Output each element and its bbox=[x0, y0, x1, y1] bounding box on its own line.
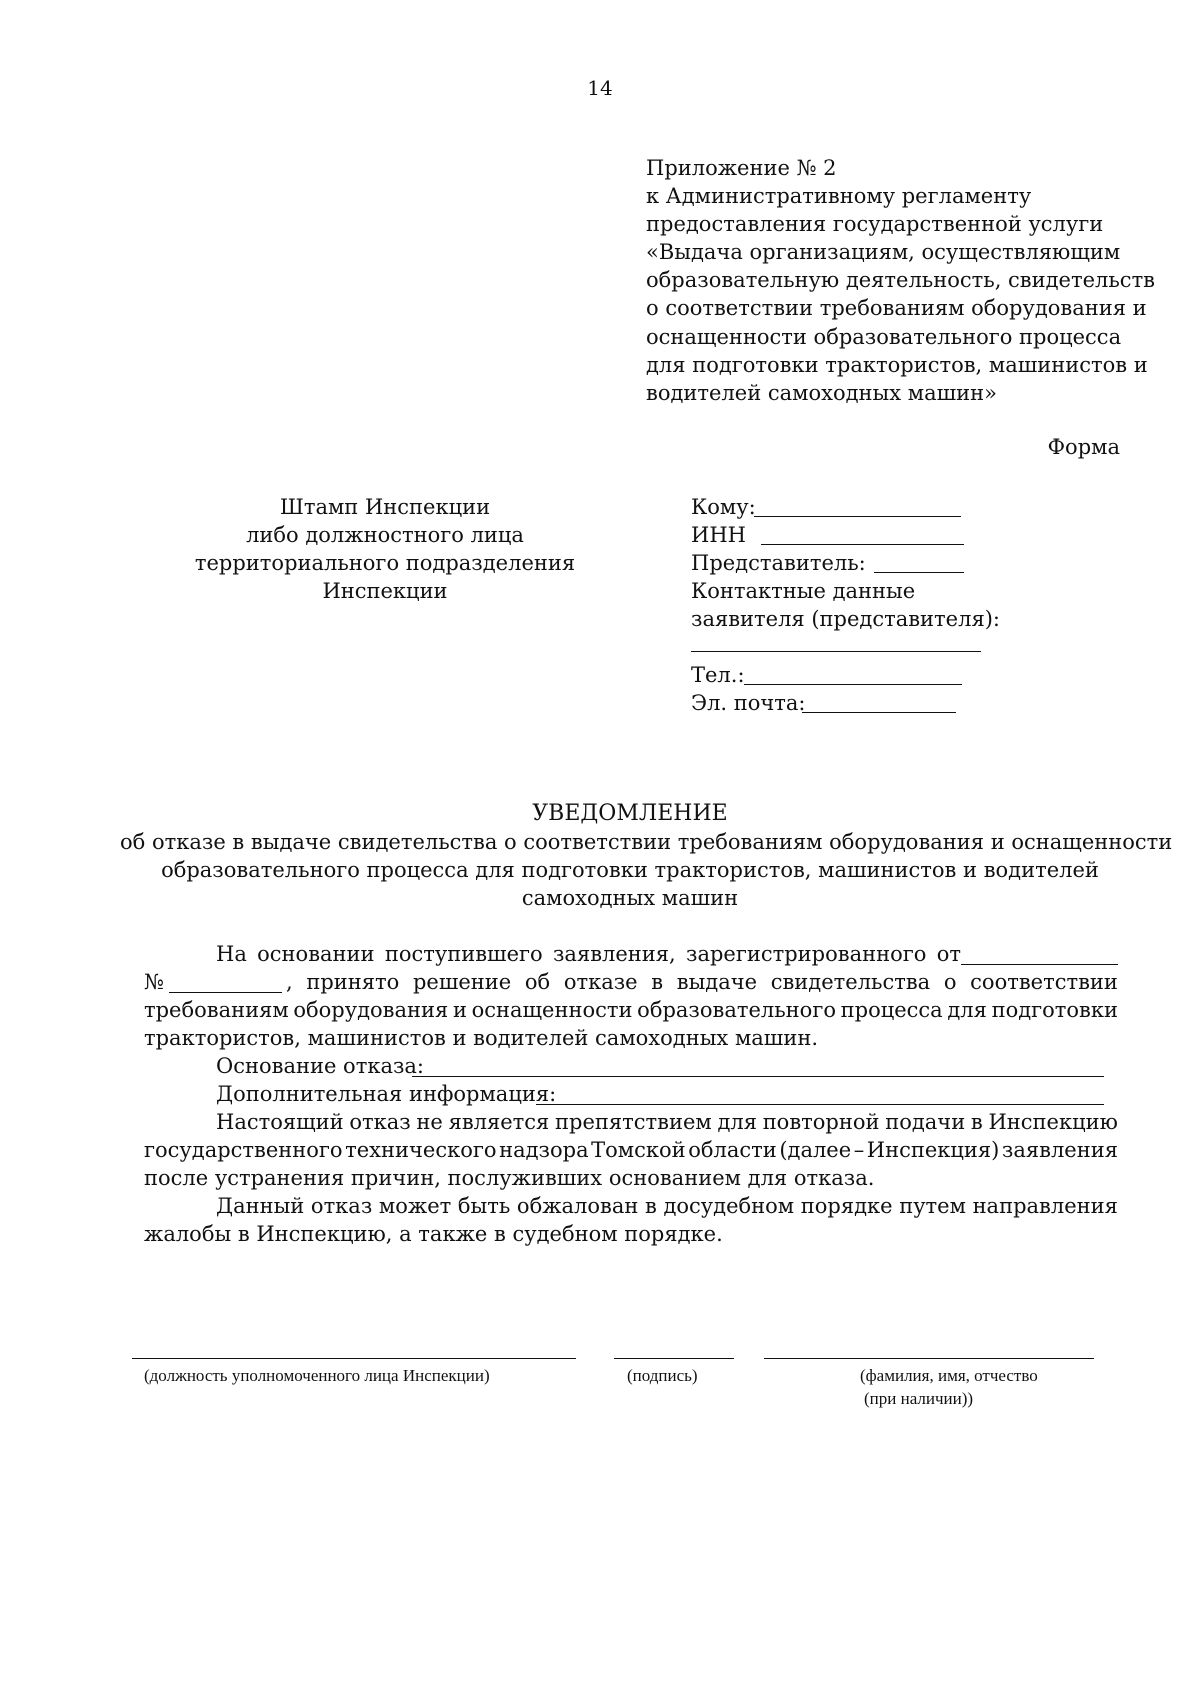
word: о bbox=[943, 970, 957, 994]
body-line-text bbox=[286, 968, 1118, 996]
recipient-block bbox=[691, 493, 1000, 717]
word: Инспекцию bbox=[988, 1110, 1118, 1134]
recipient-representative-field[interactable] bbox=[874, 572, 964, 573]
word: от bbox=[936, 942, 961, 966]
notice-subtitle-line: самоходных машин bbox=[521, 886, 739, 910]
reason-label: Основание отказа: bbox=[216, 1054, 425, 1078]
word: в bbox=[645, 1194, 657, 1218]
recipient-to-row bbox=[691, 493, 1000, 521]
word: технического bbox=[345, 1138, 497, 1162]
word: в bbox=[651, 970, 664, 994]
appendix-line: водителей самоходных машин» bbox=[646, 380, 998, 405]
word: надзора bbox=[499, 1138, 589, 1162]
recipient-phone-label: Тел.: bbox=[691, 663, 745, 687]
additional-info-label: Дополнительная информация: bbox=[216, 1082, 557, 1106]
reason-field[interactable] bbox=[412, 1076, 1104, 1077]
recipient-contacts-line: Контактные данные bbox=[691, 579, 916, 603]
body-line bbox=[144, 1108, 1118, 1136]
word: , bbox=[286, 970, 293, 994]
word: и bbox=[452, 998, 467, 1022]
notice-subtitle bbox=[120, 828, 1173, 912]
word: – bbox=[853, 1138, 865, 1162]
word: образовательного bbox=[637, 998, 836, 1022]
body-line bbox=[144, 968, 1118, 996]
full-name-caption: (фамилия, имя, отчество bbox=[860, 1366, 1038, 1385]
recipient-email-row bbox=[691, 689, 1000, 717]
body-line: после устранения причин, послуживших основанием для отказа. bbox=[144, 1166, 875, 1190]
recipient-representative-row bbox=[691, 549, 1000, 577]
signature-caption: (подпись) bbox=[627, 1366, 698, 1385]
word: для bbox=[947, 998, 987, 1022]
registration-number-field[interactable] bbox=[169, 992, 282, 993]
word: заявления bbox=[1001, 1138, 1118, 1162]
recipient-phone-field[interactable] bbox=[744, 684, 962, 685]
appendix-line: оснащенности образовательного процесса bbox=[646, 324, 1122, 349]
stamp-line: либо должностного лица bbox=[246, 523, 524, 547]
word: свидетельства bbox=[770, 970, 931, 994]
word: повторной bbox=[762, 1110, 880, 1134]
word: оснащенности bbox=[471, 998, 633, 1022]
recipient-contacts-row bbox=[691, 633, 1000, 661]
appendix-line: образовательную деятельность, свидетельств bbox=[646, 268, 1156, 293]
word: является bbox=[448, 1110, 550, 1134]
full-name-caption: (при наличии)) bbox=[864, 1389, 974, 1408]
word: досудебном bbox=[663, 1194, 795, 1218]
body-line: трактористов, машинистов и водителей самоходных машин. bbox=[144, 1026, 818, 1050]
word: государственного bbox=[144, 1138, 343, 1162]
word: Настоящий bbox=[216, 1110, 344, 1134]
word: решение bbox=[412, 970, 512, 994]
word: требованиям bbox=[144, 998, 289, 1022]
body-line bbox=[144, 1136, 1118, 1164]
body-line bbox=[144, 996, 1118, 1024]
stamp-block bbox=[120, 493, 650, 605]
word: оборудования bbox=[293, 998, 449, 1022]
word: поступившего bbox=[384, 942, 543, 966]
word: отказ bbox=[310, 1194, 373, 1218]
recipient-to-field[interactable] bbox=[754, 516, 961, 517]
full-name-signature-line[interactable] bbox=[764, 1358, 1094, 1359]
position-caption: (должность уполномоченного лица Инспекции) bbox=[144, 1366, 490, 1385]
stamp-line: Штамп Инспекции bbox=[279, 495, 491, 519]
word: порядке bbox=[800, 1194, 893, 1218]
body-line: жалобы в Инспекцию, а также в судебном порядке. bbox=[144, 1222, 723, 1246]
recipient-contacts-line: заявителя (представителя): bbox=[691, 607, 1000, 631]
word: На bbox=[216, 942, 247, 966]
word: Данный bbox=[216, 1194, 305, 1218]
stamp-line: Инспекции bbox=[322, 579, 448, 603]
body-line-text bbox=[216, 940, 961, 968]
appendix-line: «Выдача организациям, осуществляющим bbox=[646, 240, 1121, 265]
appendix-line: к Административному регламенту bbox=[646, 184, 1032, 209]
additional-info-field[interactable] bbox=[536, 1104, 1104, 1105]
position-signature-line[interactable] bbox=[132, 1358, 576, 1359]
recipient-to-label: Кому: bbox=[691, 495, 756, 519]
word: для bbox=[717, 1110, 757, 1134]
appendix-line: о соответствии требованиям оборудования и bbox=[646, 296, 1147, 321]
word: обжалован bbox=[516, 1194, 639, 1218]
reason-row bbox=[144, 1052, 1118, 1080]
word: препятствием bbox=[555, 1110, 712, 1134]
signature-line[interactable] bbox=[614, 1358, 734, 1359]
recipient-phone-row bbox=[691, 661, 1000, 689]
word: Инспекция) bbox=[866, 1138, 1000, 1162]
word: об bbox=[524, 970, 551, 994]
stamp-line: территориального подразделения bbox=[194, 551, 576, 575]
body-line-text bbox=[216, 1192, 1118, 1220]
word: зарегистрированного bbox=[686, 942, 927, 966]
body-line-text bbox=[216, 1108, 1118, 1136]
word: заявления, bbox=[552, 942, 676, 966]
word: быть bbox=[457, 1194, 511, 1218]
body-line bbox=[144, 940, 1118, 968]
page-number: 14 bbox=[587, 76, 613, 100]
word: не bbox=[416, 1110, 443, 1134]
additional-info-row bbox=[144, 1080, 1118, 1108]
recipient-contacts-field[interactable] bbox=[691, 651, 981, 652]
word: процесса bbox=[840, 998, 943, 1022]
appendix-line: для подготовки трактористов, машинистов и bbox=[646, 352, 1148, 377]
recipient-email-label: Эл. почта: bbox=[691, 691, 806, 715]
word: в bbox=[970, 1110, 983, 1134]
recipient-representative-label: Представитель: bbox=[691, 551, 866, 575]
form-label: Форма bbox=[1047, 435, 1120, 459]
word: отказ bbox=[349, 1110, 411, 1134]
recipient-inn-field[interactable] bbox=[761, 544, 964, 545]
word: направления bbox=[972, 1194, 1118, 1218]
word: соответствии bbox=[970, 970, 1118, 994]
number-sign: № bbox=[144, 970, 164, 994]
notice-title: УВЕДОМЛЕНИЕ bbox=[532, 801, 728, 826]
body-line bbox=[144, 1192, 1118, 1220]
recipient-inn-row bbox=[691, 521, 1000, 549]
appendix-header bbox=[646, 154, 1155, 407]
word: принято bbox=[306, 970, 400, 994]
word: области bbox=[688, 1138, 777, 1162]
word: подготовки bbox=[991, 998, 1118, 1022]
appendix-line: Приложение № 2 bbox=[646, 156, 837, 180]
word: может bbox=[378, 1194, 452, 1218]
notice-subtitle-line: об отказе в выдаче свидетельства о соответствии требованиям оборудования и оснащенности bbox=[120, 830, 1173, 854]
recipient-email-field[interactable] bbox=[802, 712, 956, 713]
notice-subtitle-line: образовательного процесса для подготовки трактористов, машинистов и водителей bbox=[161, 858, 1099, 882]
word: отказе bbox=[563, 970, 638, 994]
recipient-inn-label: ИНН bbox=[691, 523, 746, 547]
appendix-line: предоставления государственной услуги bbox=[646, 212, 1104, 237]
word: Томской bbox=[591, 1138, 686, 1162]
word: путем bbox=[899, 1194, 966, 1218]
word: основании bbox=[257, 942, 375, 966]
word: подачи bbox=[885, 1110, 966, 1134]
word: выдаче bbox=[676, 970, 758, 994]
registration-date-field[interactable] bbox=[961, 964, 1118, 965]
word: (далее bbox=[779, 1138, 852, 1162]
